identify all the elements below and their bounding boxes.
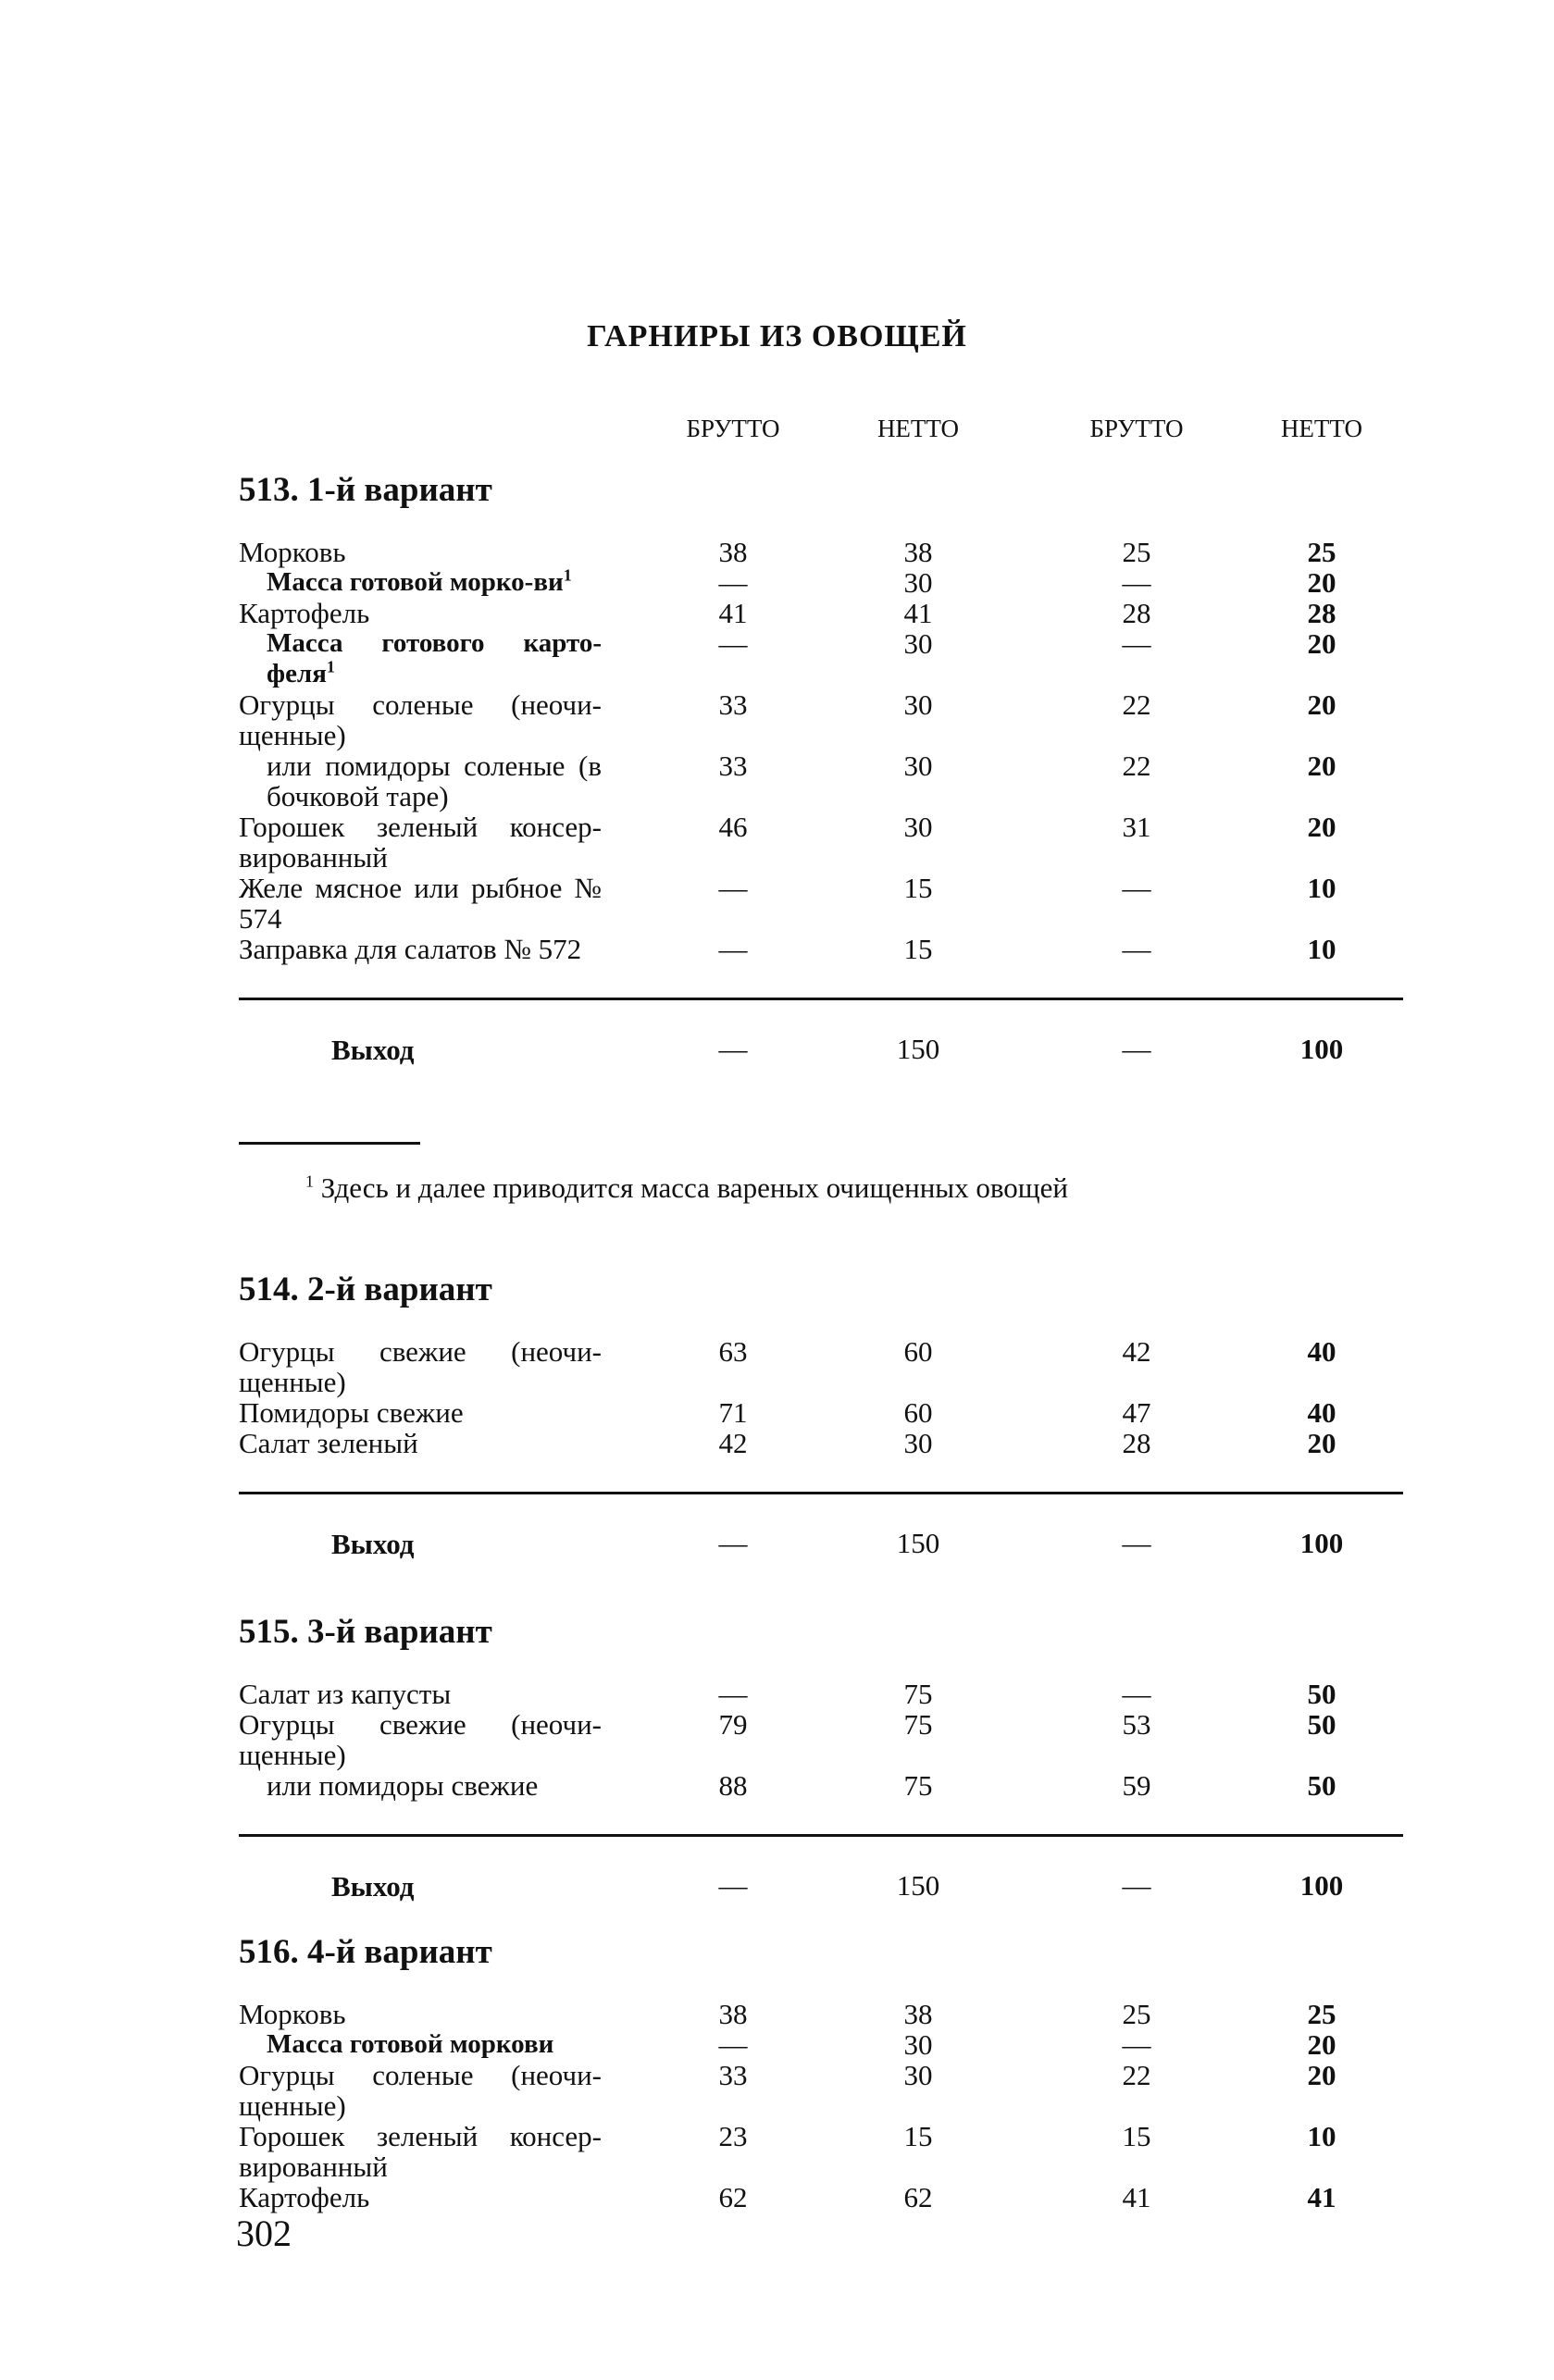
page-number: 302: [236, 2213, 292, 2254]
ingredient-name-text: Морковь: [239, 536, 346, 568]
value-cell: 46: [718, 811, 748, 843]
section-title: 514. 2-й вариант: [239, 1271, 492, 1308]
table-row: [239, 1999, 1405, 2029]
table-row: [239, 1336, 1405, 1397]
output-value: —: [1122, 1527, 1151, 1559]
ingredient-name: [239, 2182, 602, 2213]
section-title: 516. 4-й вариант: [239, 1933, 492, 1971]
section-title: 515. 3-й вариант: [239, 1613, 492, 1651]
value-cell: 25: [1122, 536, 1151, 568]
ingredient-name: [239, 1679, 602, 1709]
value-cell: —: [1122, 566, 1151, 599]
output-value: —: [1122, 1869, 1151, 1902]
value-cell: 30: [903, 811, 933, 843]
ingredient-name-text: Огурцы соленые (неочи-щенные): [239, 2059, 602, 2122]
ingredient-name: [239, 873, 602, 934]
value-cell: 50: [1307, 1678, 1336, 1710]
value-cell: —: [1122, 627, 1151, 660]
value-cell: —: [718, 933, 748, 965]
value-cell: 62: [718, 2181, 748, 2213]
value-cell: 20: [1307, 688, 1336, 721]
footnote-reference: 1: [326, 657, 335, 676]
ingredient-name-text: Масса готовой морко-ви: [267, 567, 564, 597]
output-value: 100: [1299, 1033, 1344, 1065]
ingredient-name-text: Салат зеленый: [239, 1427, 418, 1459]
value-cell: 30: [903, 1427, 933, 1459]
ingredient-name: [239, 1397, 602, 1428]
value-cell: 28: [1122, 1427, 1151, 1459]
table-row: [239, 689, 1405, 750]
value-cell: —: [718, 2028, 748, 2061]
ingredient-name-text: Масса готового карто-феля: [267, 628, 602, 688]
output-value: 100: [1299, 1527, 1344, 1559]
ingredient-name-text: Огурцы соленые (неочи-щенные): [239, 688, 602, 751]
ingredient-name: [239, 1709, 602, 1770]
value-cell: 40: [1307, 1396, 1336, 1429]
value-cell: 15: [1122, 2120, 1151, 2152]
value-cell: 42: [718, 1427, 748, 1459]
table-row: [239, 1428, 1405, 1458]
value-cell: 22: [1122, 688, 1151, 721]
value-cell: —: [718, 566, 748, 599]
value-cell: 15: [903, 933, 933, 965]
output-value: —: [1122, 1033, 1151, 1065]
footnote-mark: 1: [305, 1171, 314, 1191]
value-cell: 50: [1307, 1708, 1336, 1741]
output-row: [239, 1870, 1405, 1907]
ingredient-name-text: Желе мясное или рыбное № 574: [239, 872, 602, 935]
table-row: [239, 750, 1405, 812]
ingredient-name-text: Картофель: [239, 597, 370, 629]
value-cell: 75: [903, 1708, 933, 1741]
output-value: —: [718, 1869, 748, 1902]
column-header-netto-2: НЕТТО: [1280, 415, 1363, 442]
ingredient-name: [239, 2121, 602, 2182]
value-cell: 10: [1307, 933, 1336, 965]
output-value: 100: [1299, 1869, 1344, 1902]
value-cell: 31: [1122, 811, 1151, 843]
value-cell: 20: [1307, 811, 1336, 843]
ingredient-name-text: Заправка для салатов № 572: [239, 933, 582, 965]
output-value: —: [718, 1527, 748, 1559]
value-cell: 75: [903, 1678, 933, 1710]
ingredient-name-text: или помидоры свежие: [267, 1769, 539, 1802]
ingredient-name: [239, 567, 602, 598]
section-4: [239, 1932, 1405, 2213]
value-cell: 59: [1122, 1769, 1151, 1802]
value-cell: 50: [1307, 1769, 1336, 1802]
column-header-netto-1: НЕТТО: [876, 415, 960, 442]
value-cell: 38: [903, 536, 933, 568]
ingredient-name: [239, 598, 602, 628]
table-row: [239, 2060, 1405, 2121]
value-cell: 28: [1122, 597, 1151, 629]
value-cell: 40: [1307, 1335, 1336, 1368]
table-row: [239, 812, 1405, 873]
value-cell: 22: [1122, 2059, 1151, 2091]
value-cell: 53: [1122, 1708, 1151, 1741]
output-value: —: [718, 1033, 748, 1065]
value-cell: 88: [718, 1769, 748, 1802]
output-row: [239, 1034, 1405, 1071]
table-rule: [239, 998, 1403, 1000]
column-header-brutto-1: БРУТТО: [686, 415, 780, 442]
value-cell: 63: [718, 1335, 748, 1368]
value-cell: —: [1122, 2028, 1151, 2061]
ingredient-name-text: Морковь: [239, 1998, 346, 2030]
section-title: 513. 1-й вариант: [239, 471, 492, 509]
value-cell: 10: [1307, 872, 1336, 904]
ingredient-name: [239, 1428, 602, 1458]
section-2: [239, 1270, 1405, 1565]
value-cell: —: [1122, 872, 1151, 904]
value-cell: —: [718, 627, 748, 660]
table-row: [239, 537, 1405, 567]
value-cell: —: [718, 1678, 748, 1710]
ingredient-name: [239, 1999, 602, 2029]
value-cell: 41: [718, 597, 748, 629]
value-cell: 30: [903, 2028, 933, 2061]
ingredient-name: [239, 628, 602, 689]
output-value: 150: [896, 1033, 940, 1065]
value-cell: 30: [903, 2059, 933, 2091]
table-row: [239, 2029, 1405, 2060]
value-cell: 75: [903, 1769, 933, 1802]
output-label: Выход: [331, 1528, 415, 1560]
table-row: [239, 934, 1405, 964]
value-cell: —: [1122, 933, 1151, 965]
value-cell: 20: [1307, 750, 1336, 782]
table-row: [239, 598, 1405, 628]
output-value: 150: [896, 1527, 940, 1559]
ingredient-name-text: Масса готовой моркови: [267, 2029, 554, 2059]
value-cell: 47: [1122, 1396, 1151, 1429]
value-cell: 30: [903, 627, 933, 660]
ingredient-name-text: Огурцы свежие (неочи-щенные): [239, 1335, 602, 1398]
section-1: [239, 470, 1405, 1071]
table-row: [239, 2121, 1405, 2182]
value-cell: 71: [718, 1396, 748, 1429]
value-cell: 20: [1307, 1427, 1336, 1459]
value-cell: 41: [903, 597, 933, 629]
table-rule: [239, 1834, 1403, 1837]
value-cell: 10: [1307, 2120, 1336, 2152]
value-cell: 41: [1122, 2181, 1151, 2213]
table-row: [239, 567, 1405, 598]
value-cell: 60: [903, 1396, 933, 1429]
value-cell: 33: [718, 2059, 748, 2091]
output-label: Выход: [331, 1034, 415, 1066]
value-cell: 41: [1307, 2181, 1336, 2213]
value-cell: 15: [903, 2120, 933, 2152]
ingredient-name-text: Салат из капусты: [239, 1678, 452, 1710]
footnote-reference: 1: [563, 565, 572, 585]
value-cell: 15: [903, 872, 933, 904]
value-cell: —: [718, 872, 748, 904]
value-cell: 20: [1307, 2028, 1336, 2061]
ingredient-name: [239, 689, 602, 750]
ingredient-name-text: Горошек зеленый консер-вированный: [239, 2120, 602, 2183]
value-cell: 38: [718, 1998, 748, 2030]
table-row: [239, 1397, 1405, 1428]
ingredient-name: [239, 2029, 602, 2060]
ingredient-name: [239, 1336, 602, 1397]
value-cell: 42: [1122, 1335, 1151, 1368]
column-header-brutto-2: БРУТТО: [1089, 415, 1184, 442]
ingredient-name: [239, 1770, 602, 1801]
value-cell: 20: [1307, 566, 1336, 599]
value-cell: 38: [903, 1998, 933, 2030]
value-cell: 30: [903, 566, 933, 599]
footnote: [305, 1171, 1068, 1205]
footnote-text: Здесь и далее приводится масса вареных очищенных овощей: [320, 1171, 1069, 1204]
output-label: Выход: [331, 1870, 415, 1903]
ingredient-name-text: Помидоры свежие: [239, 1396, 464, 1429]
table-row: [239, 2182, 1405, 2213]
value-cell: 25: [1307, 536, 1336, 568]
value-cell: 30: [903, 688, 933, 721]
value-cell: 30: [903, 750, 933, 782]
ingredient-name: [239, 2060, 602, 2121]
table-rule: [239, 1492, 1403, 1494]
table-row: [239, 1770, 1405, 1801]
value-cell: 79: [718, 1708, 748, 1741]
ingredient-name: [239, 537, 602, 567]
value-cell: 20: [1307, 627, 1336, 660]
ingredient-name-text: Огурцы свежие (неочи-щенные): [239, 1708, 602, 1771]
value-cell: 60: [903, 1335, 933, 1368]
value-cell: 23: [718, 2120, 748, 2152]
ingredient-name: [239, 812, 602, 873]
value-cell: 62: [903, 2181, 933, 2213]
output-value: 150: [896, 1869, 940, 1902]
ingredient-name-text: Горошек зеленый консер-вированный: [239, 811, 602, 874]
value-cell: —: [1122, 1678, 1151, 1710]
output-row: [239, 1528, 1405, 1565]
value-cell: 33: [718, 750, 748, 782]
footnote-rule: [239, 1142, 420, 1145]
value-cell: 25: [1122, 1998, 1151, 2030]
value-cell: 38: [718, 536, 748, 568]
table-row: [239, 1709, 1405, 1770]
value-cell: 33: [718, 688, 748, 721]
value-cell: 20: [1307, 2059, 1336, 2091]
table-row: [239, 873, 1405, 934]
section-3: [239, 1612, 1405, 1907]
value-cell: 22: [1122, 750, 1151, 782]
table-row: [239, 628, 1405, 689]
value-cell: 28: [1307, 597, 1336, 629]
value-cell: 25: [1307, 1998, 1336, 2030]
page-title: ГАРНИРЫ ИЗ ОВОЩЕЙ: [587, 319, 967, 353]
ingredient-name-text: или помидоры соленые (в бочковой таре): [267, 750, 602, 812]
ingredient-name-text: Картофель: [239, 2181, 370, 2213]
ingredient-name: [239, 934, 602, 964]
table-row: [239, 1679, 1405, 1709]
ingredient-name: [239, 750, 602, 812]
